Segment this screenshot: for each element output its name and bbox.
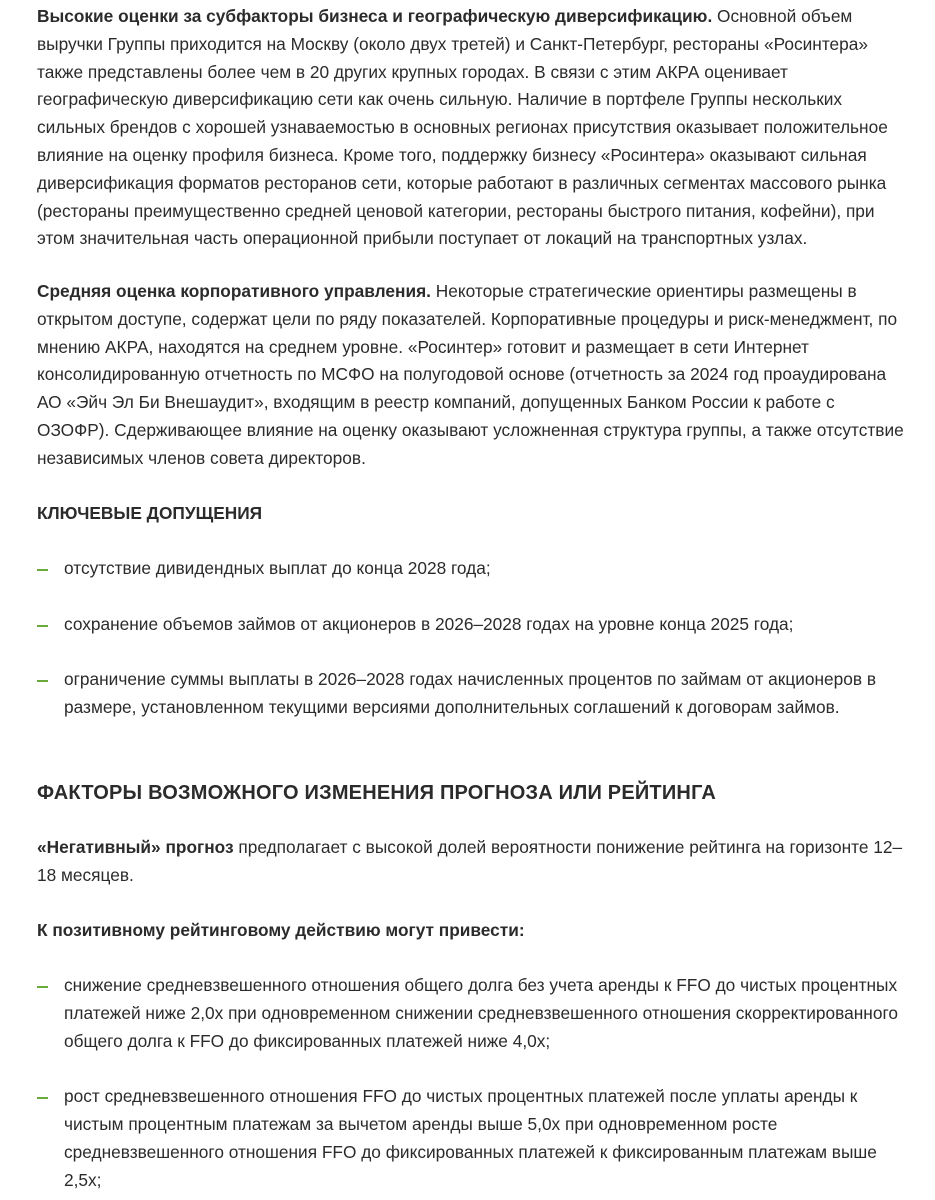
list-item — [37, 1083, 907, 1194]
dash-bullet-icon — [37, 680, 48, 682]
list-item-text: рост средневзвешенного отношения FFO до чистых процентных платежей после уплаты аренды к чистым процентным платежам за вычетом аренды выше 5,0х при одновременном росте средневзвешенного отношения FFO до фиксированных платежей к фиксированным платежам выше 2,5х; — [64, 1086, 877, 1190]
positive-factors-label: К позитивному рейтинговому действию могут привести: — [37, 920, 525, 940]
dash-bullet-icon — [37, 569, 48, 571]
dash-bullet-icon — [37, 1097, 48, 1099]
list-item-text: сохранение объемов займов от акционеров в 2026–2028 годах на уровне конца 2025 года; — [64, 613, 794, 634]
list-item — [37, 555, 907, 583]
list-item — [37, 972, 907, 1055]
key-assumptions-heading: КЛЮЧЕВЫЕ ДОПУЩЕНИЯ — [37, 503, 263, 523]
paragraph-body: Основной объем выручки Группы приходится на Москву (около двух третей) и Санкт-Петербург, рестораны «Росинтера» также представлены более чем в 20 других крупных городах. В связи с этим АКРА оценивает географическую диверсификацию сети как очень сильную. Наличие в портфеле Группы нескольких сильных брендов с хорошей узнаваемостью в основных регионах присутствия оказывает положительное влияние на оценку профиля бизнеса. Кроме того, поддержку бизнесу «Росинтера» оказывают сильная диверсификация форматов ресторанов сети, которые работают в различных сегментах массового рынка (рестораны преимущественно средней ценовой категории, рестораны быстрого питания, кофейни), при этом значительная часть операционной прибыли поступает от локаций на транспортных узлах. — [37, 6, 888, 249]
positive-factors-heading — [37, 917, 907, 945]
dash-bullet-icon — [37, 986, 48, 988]
list-item-text: отсутствие дивидендных выплат до конца 2028 года; — [64, 558, 491, 578]
paragraph-business-diversification — [37, 3, 907, 253]
paragraph-lead: Высокие оценки за субфакторы бизнеса и географическую диверсификацию. — [37, 6, 713, 26]
list-item — [37, 611, 907, 639]
paragraph-corporate-governance — [37, 278, 907, 473]
rating-factors-heading: ФАКТОРЫ ВОЗМОЖНОГО ИЗМЕНЕНИЯ ПРОГНОЗА ИЛИ РЕЙТИНГА — [37, 782, 716, 804]
paragraph-lead: «Негативный» прогноз — [37, 837, 234, 857]
key-assumptions-list — [37, 555, 907, 722]
paragraph-body: предполагает с высокой долей вероятности понижение рейтинга на горизонте 12–18 месяцев. — [37, 837, 903, 885]
dash-bullet-icon — [37, 625, 48, 627]
list-item-text: снижение средневзвешенного отношения общего долга без учета аренды к FFO до чистых процентных платежей ниже 2,0х при одновременном снижении средневзвешенного отношения скорректированного общего долга к FFO до фиксированных платежей ниже 4,0х; — [64, 975, 898, 1051]
list-item — [37, 666, 907, 722]
list-item-text: ограничение суммы выплаты в 2026–2028 годах начисленных процентов по займам от акционеров в размере, установленном текущими версиями дополнительных соглашений к договорам займов. — [64, 669, 877, 717]
paragraph-lead: Средняя оценка корпоративного управления. — [37, 281, 431, 301]
positive-factors-list — [37, 972, 907, 1194]
paragraph-outlook — [37, 834, 907, 890]
paragraph-body: Некоторые стратегические ориентиры размещены в открытом доступе, содержат цели по ряду показателей. Корпоративные процедуры и риск-менеджмент, по мнению АКРА, находятся на среднем уровне. «Росинтер» готовит и размещает в сети Интернет консолидированную отчетность по МСФО на полугодовой основе (отчетность за 2024 год проаудирована АО «Эйч Эл Би Внешаудит», входящим в реестр компаний, допущенных Банком России к работе с ОЗОФР). Сдерживающее влияние на оценку оказывают усложненная структура группы, а также отсутствие независимых членов совета директоров. — [37, 281, 904, 468]
